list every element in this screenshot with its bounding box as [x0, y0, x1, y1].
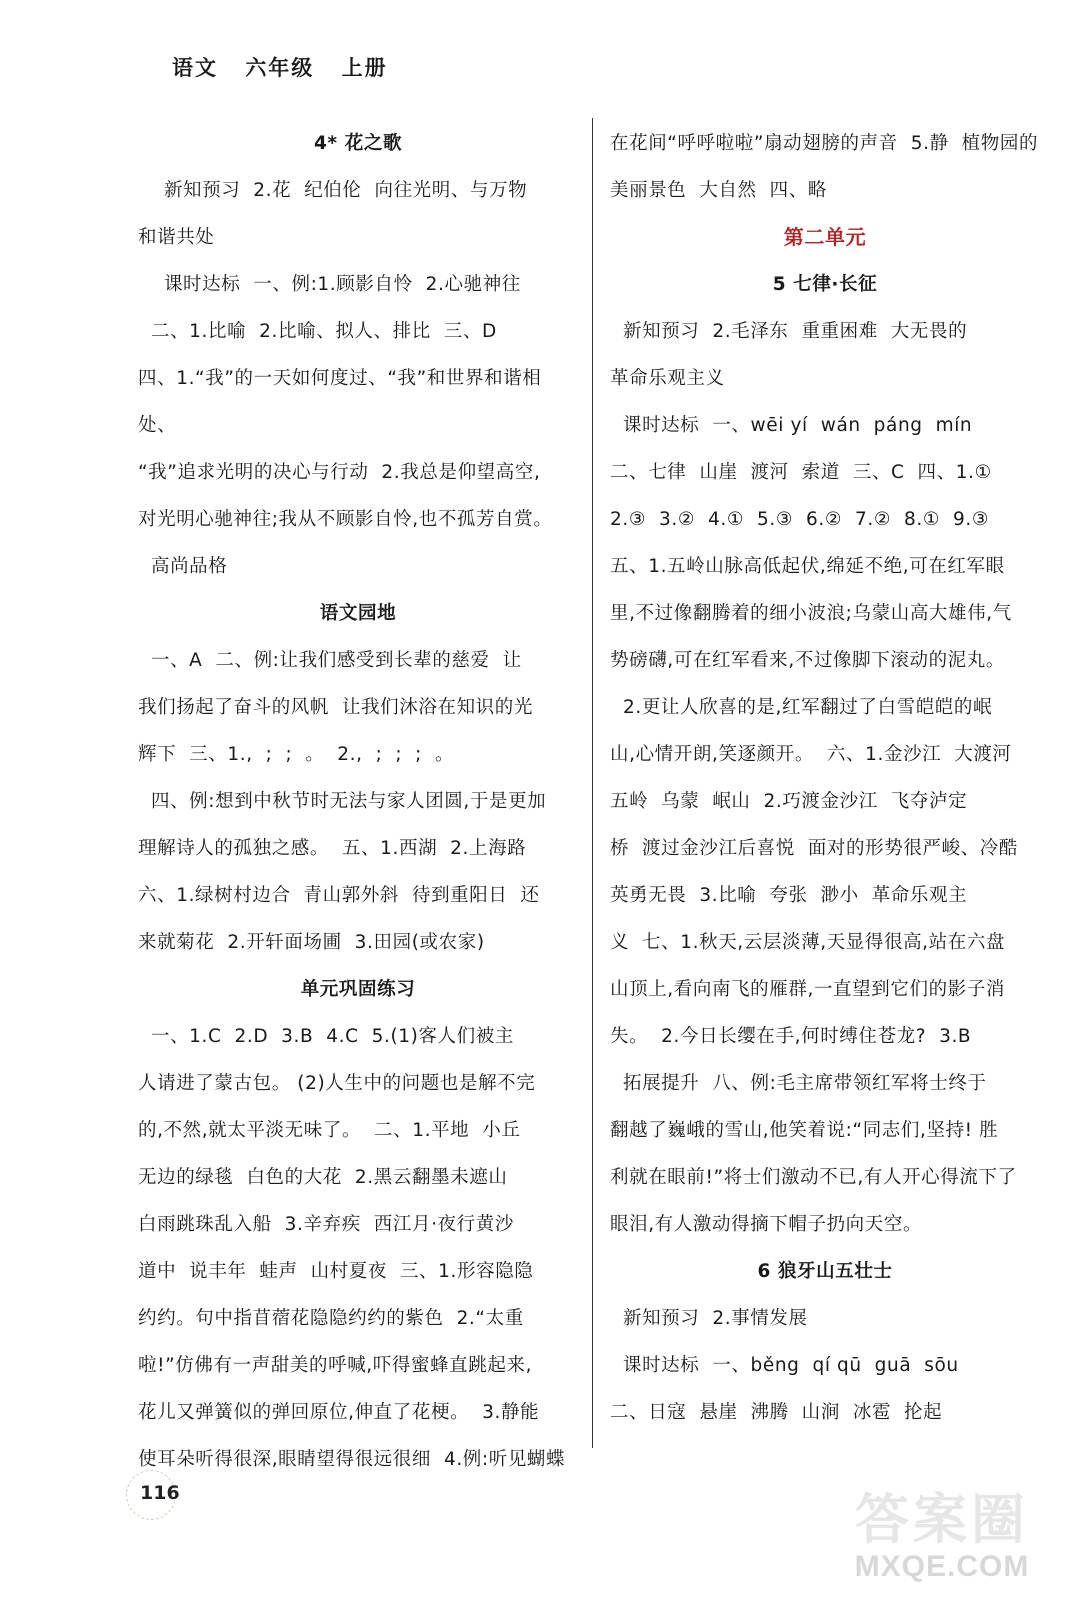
- section-heading: 5 七律·长征: [772, 274, 878, 295]
- answer-line: 无边的绿毯 白色的大花 2.黑云翻墨未遮山: [138, 1167, 508, 1188]
- answer-line: 2.③ 3.② 4.① 5.③ 6.② 7.② 8.① 9.③: [610, 509, 990, 530]
- answer-line: 二、七律 山崖 渡河 索道 三、C 四、1.①: [610, 462, 992, 483]
- answer-line: 一、1.C 2.D 3.B 4.C 5.(1)客人们被主: [138, 1026, 514, 1047]
- answer-line: 二、日寇 悬崖 沸腾 山涧 冰雹 抡起: [610, 1402, 943, 1423]
- unit-heading: 第二单元: [783, 225, 867, 249]
- answer-line: 课时达标 一、wēi yí wán páng mín: [610, 415, 973, 436]
- column-divider: [592, 118, 593, 1448]
- answer-line: 美丽景色 大自然 四、略: [610, 180, 827, 201]
- answer-line: 新知预习 2.毛泽东 重重困难 大无畏的: [610, 321, 968, 342]
- answer-line: 道中 说丰年 蛙声 山村夏夜 三、1.形容隐隐: [138, 1261, 534, 1282]
- answer-line: 来就菊花 2.开轩面场圃 3.田园(或农家): [138, 932, 485, 953]
- answer-line: 四、1.“我”的一天如何度过、“我”和世界和谐相处、: [138, 368, 542, 436]
- answer-line: 2.更让人欣喜的是,红军翻过了白雪皑皑的岷: [610, 697, 993, 718]
- answer-line: 课时达标 一、běng qí qū guā sōu: [610, 1355, 959, 1376]
- answer-line: 失。 2.今日长缨在手,何时缚住苍龙? 3.B: [610, 1026, 972, 1047]
- section-heading: 4* 花之歌: [313, 133, 403, 154]
- watermark-logo: [842, 1490, 1042, 1590]
- answer-line: 六、1.绿树村边合 青山郭外斜 待到重阳日 还: [138, 885, 540, 906]
- answer-line: 里,不过像翻腾着的细小波浪;乌蒙山高大雄伟,气: [610, 603, 1012, 624]
- section-heading: 6 狼牙山五壮士: [757, 1261, 893, 1282]
- answer-line: 四、例:想到中秋节时无法与家人团圆,于是更加: [138, 791, 547, 812]
- answer-line: 翻越了巍峨的雪山,他笑着说:“同志们,坚持! 胜: [610, 1120, 999, 1141]
- answer-line: 五、1.五岭山脉高低起伏,绵延不绝,可在红军眼: [610, 556, 1005, 577]
- answer-line: 桥 渡过金沙江后喜悦 面对的形势很严峻、冷酷: [610, 838, 1018, 859]
- answer-line: 新知预习 2.事情发展: [610, 1308, 808, 1329]
- answer-line: 势磅礴,可在红军看来,不过像脚下滚动的泥丸。: [610, 650, 1005, 671]
- answer-line: 利就在眼前!”将士们激动不已,有人开心得流下了: [610, 1167, 1017, 1188]
- answer-line: 拓展提升 八、例:毛主席带领红军将士终于: [610, 1073, 987, 1094]
- answer-line: 一、A 二、例:让我们感受到长辈的慈爱 让: [138, 650, 522, 671]
- answer-line: 义 七、1.秋天,云层淡薄,天显得很高,站在六盘: [610, 932, 1006, 953]
- answer-line: 辉下 三、1., ; ; 。 2., ; ; ; 。: [138, 744, 455, 765]
- answer-line: 我们扬起了奋斗的风帆 让我们沐浴在知识的光: [138, 697, 533, 718]
- page-number: 116: [140, 1482, 180, 1504]
- answer-line: 五岭 乌蒙 岷山 2.巧渡金沙江 飞夺泸定: [610, 791, 968, 812]
- header-volume: 上册: [341, 56, 388, 80]
- answer-line: 高尚品格: [138, 556, 228, 577]
- answer-line: 啦!”仿佛有一声甜美的呼喊,吓得蜜蜂直跳起来,: [138, 1355, 533, 1376]
- answer-line: 英勇无畏 3.比喻 夸张 渺小 革命乐观主: [610, 885, 968, 906]
- answer-line: 在花间“呼呼啦啦”扇动翅膀的声音 5.静 植物园的: [610, 133, 1039, 154]
- answer-line: 课时达标 一、例:1.顾影自怜 2.心驰神往: [138, 274, 521, 295]
- watermark-bottom-text: MXQE.COM: [854, 1550, 1030, 1583]
- section-heading: 单元巩固练习: [300, 979, 416, 1000]
- section-heading: 语文园地: [319, 603, 397, 624]
- answer-line: 使耳朵听得很深,眼睛望得很远很细 4.例:听见蝴蝶: [138, 1449, 566, 1470]
- header-grade: 六年级: [245, 56, 315, 80]
- answer-line: 的,不然,就太平淡无味了。 二、1.平地 小丘: [138, 1120, 521, 1141]
- page-header: [172, 52, 406, 82]
- answer-line: 眼泪,有人激动得摘下帽子扔向天空。: [610, 1214, 923, 1235]
- right-column: [610, 120, 1040, 1436]
- answer-line: 山顶上,看向南飞的雁群,一直望到它们的影子消: [610, 979, 1005, 1000]
- watermark-top-text: 答案圈: [855, 1490, 1029, 1550]
- left-column: [138, 120, 578, 1483]
- answer-line: 山,心情开朗,笑逐颜开。 六、1.金沙江 大渡河: [610, 744, 1012, 765]
- answer-line: 人请进了蒙古包。 (2)人生中的问题也是解不完: [138, 1073, 536, 1094]
- answer-line: 二、1.比喻 2.比喻、拟人、排比 三、D: [138, 321, 497, 342]
- answer-line: 理解诗人的孤独之感。 五、1.西湖 2.上海路: [138, 838, 527, 859]
- answer-line: 约约。句中指苜蓿花隐隐约约的紫色 2.“太重: [138, 1308, 524, 1329]
- answer-line: 花儿又弹簧似的弹回原位,伸直了花梗。 3.静能: [138, 1402, 540, 1423]
- header-subject: 语文: [172, 56, 218, 80]
- answer-line: 和谐共处: [138, 227, 215, 248]
- answer-line: “我”追求光明的决心与行动 2.我总是仰望高空,: [138, 462, 541, 483]
- answer-line: 革命乐观主义: [610, 368, 725, 389]
- answer-line: 白雨跳珠乱入船 3.辛弃疾 西江月·夜行黄沙: [138, 1214, 514, 1235]
- answer-line: 对光明心驰神往;我从不顾影自怜,也不孤芳自赏。: [138, 509, 553, 530]
- answer-line: 新知预习 2.花 纪伯伦 向往光明、与万物: [138, 180, 528, 201]
